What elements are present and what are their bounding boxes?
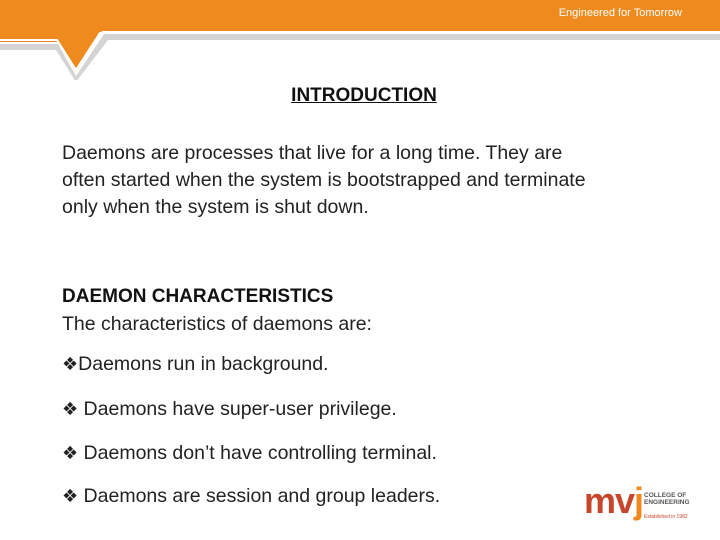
diamond-bullet-icon: ❖ bbox=[62, 443, 79, 464]
bullet-item bbox=[62, 442, 437, 465]
intro-line: Daemons are processes that live for a long time. They are bbox=[62, 142, 563, 164]
logo-established: Established in 1982 bbox=[644, 514, 688, 520]
bullet-text: Daemons don’t have controlling terminal. bbox=[78, 442, 437, 464]
bullet-item bbox=[62, 398, 397, 421]
section-heading: DAEMON CHARACTERISTICS bbox=[62, 286, 334, 307]
bullet-item bbox=[62, 353, 329, 376]
intro-line: only when the system is shut down. bbox=[62, 196, 369, 218]
diamond-bullet-icon: ❖ bbox=[62, 486, 79, 507]
intro-line: often started when the system is bootstrapped and terminate bbox=[62, 169, 586, 191]
slide-title: INTRODUCTION bbox=[291, 85, 437, 106]
bullet-text: Daemons have super-user privilege. bbox=[78, 398, 397, 420]
diamond-bullet-icon: ❖ bbox=[62, 354, 79, 375]
diamond-bullet-icon: ❖ bbox=[62, 399, 79, 420]
logo-college-text: COLLEGE OF ENGINEERING bbox=[644, 492, 690, 506]
bullet-text: Daemons are session and group leaders. bbox=[78, 485, 441, 507]
bullet-text: Daemons run in background. bbox=[78, 353, 329, 375]
section-subtext: The characteristics of daemons are: bbox=[62, 313, 372, 335]
intro-paragraph bbox=[62, 140, 702, 221]
logo-mark: mvj bbox=[584, 480, 644, 521]
bullet-item bbox=[62, 485, 440, 508]
college-logo bbox=[584, 480, 694, 526]
header-tagline: Engineered for Tomorrow bbox=[558, 7, 682, 19]
